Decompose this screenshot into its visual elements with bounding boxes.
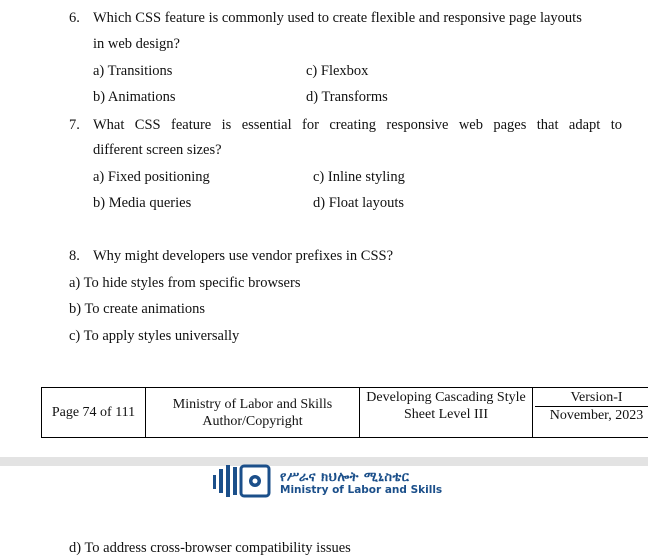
logo-english-text: Ministry of Labor and Skills	[280, 484, 442, 496]
question-6-option-d: d) Transforms	[306, 89, 388, 106]
question-6-text-line1: Which CSS feature is commonly used to create flexible and responsive page layouts	[93, 10, 582, 27]
question-7-option-b: b) Media queries	[93, 195, 191, 212]
ministry-logo-icon	[213, 463, 275, 499]
question-8-option-c: c) To apply styles universally	[69, 328, 239, 345]
question-6-option-c: c) Flexbox	[306, 63, 368, 80]
course-title: Developing Cascading Style	[362, 389, 530, 406]
page-separator	[0, 457, 648, 466]
question-7-text-line2: different screen sizes?	[93, 142, 222, 159]
question-8-option-d: d) To address cross-browser compatibility issues	[69, 540, 351, 557]
version-date: November, 2023	[535, 406, 648, 424]
question-6-option-b: b) Animations	[93, 89, 176, 106]
question-6-text-line2: in web design?	[93, 36, 180, 53]
page-footer-table	[41, 387, 648, 438]
question-6-option-a: a) Transitions	[93, 63, 172, 80]
question-8-option-b: b) To create animations	[69, 301, 205, 318]
copyright-label: Author/Copyright	[148, 413, 357, 430]
version-label: Version-I	[535, 389, 648, 406]
version-cell	[533, 388, 648, 438]
question-7-option-d: d) Float layouts	[313, 195, 404, 212]
page-number: Page 74 of 111	[52, 405, 135, 420]
question-7-text-line1: What CSS feature is essential for creating responsive web pages that adapt to	[93, 117, 622, 134]
question-7-option-c: c) Inline styling	[313, 169, 405, 186]
question-7-option-a: a) Fixed positioning	[93, 169, 210, 186]
page-number-cell	[42, 388, 146, 438]
organization-name: Ministry of Labor and Skills	[148, 396, 357, 413]
course-level: Sheet Level III	[362, 406, 530, 423]
organization-cell	[146, 388, 360, 438]
logo-amharic-text: የሥራና ክህሎት ሚኒስቴር	[280, 470, 409, 485]
question-7-number: 7.	[69, 117, 80, 134]
question-8-number: 8.	[69, 248, 80, 265]
question-8-option-a: a) To hide styles from specific browsers	[69, 275, 300, 292]
course-cell	[360, 388, 533, 438]
question-6-number: 6.	[69, 10, 80, 27]
question-8-text: Why might developers use vendor prefixes in CSS?	[93, 248, 393, 265]
